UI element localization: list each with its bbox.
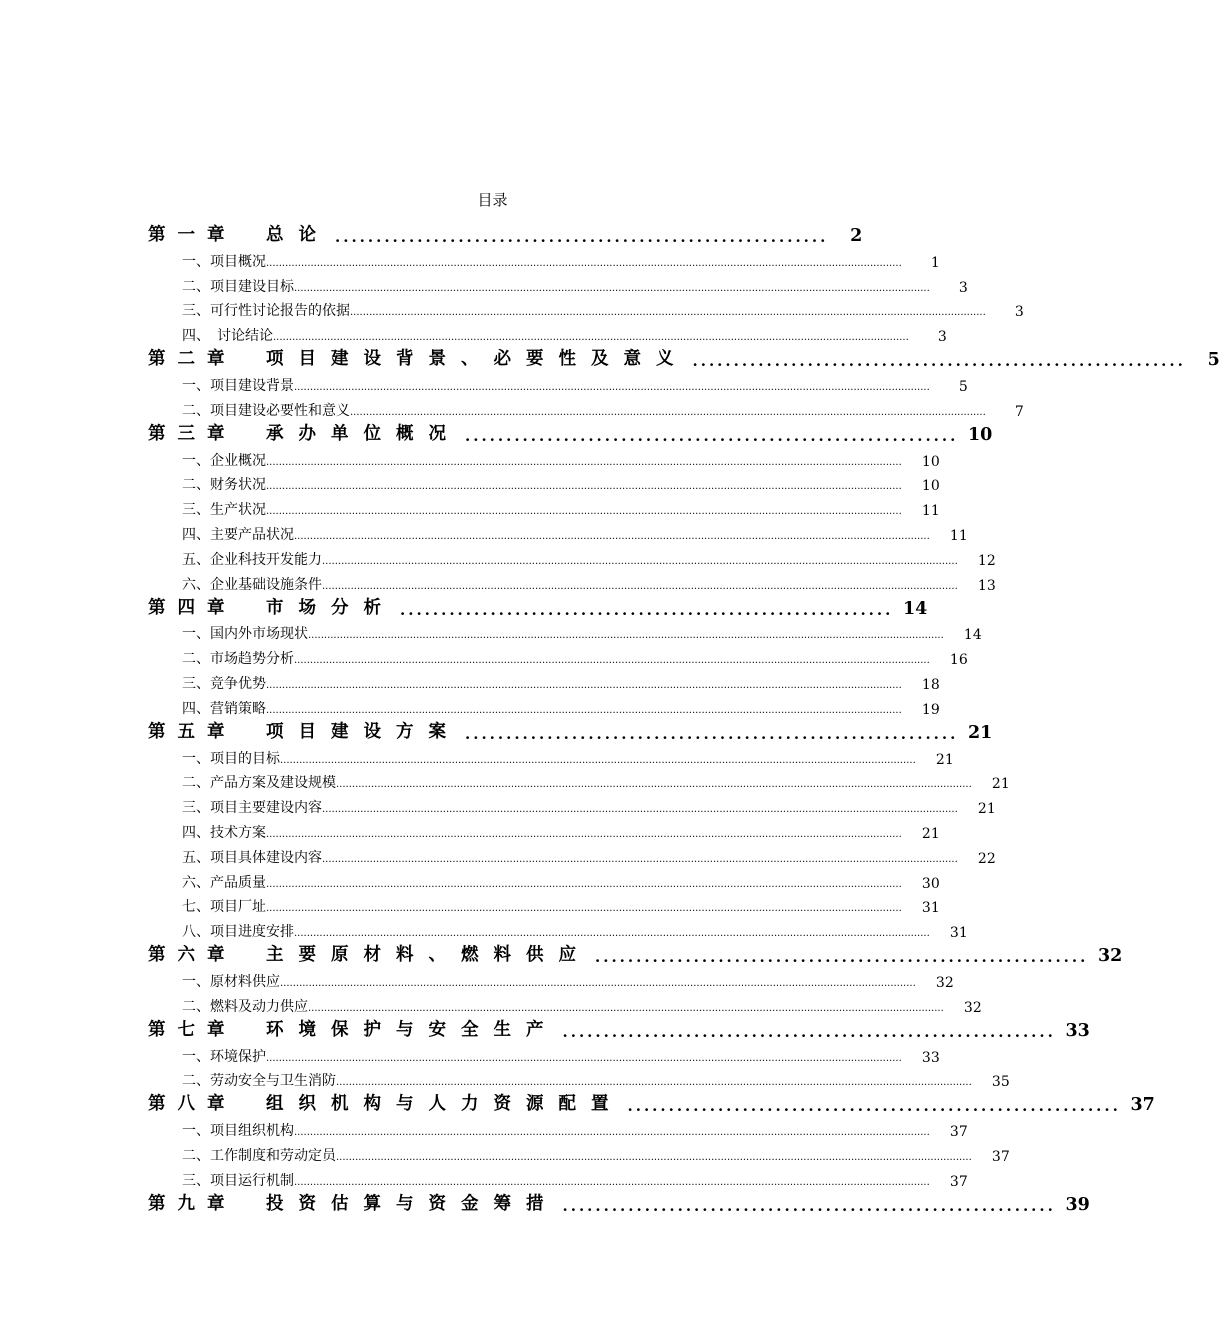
- dot-leader: ........................................................................................................................................................................................................: [336, 1151, 972, 1163]
- page-number: 10: [921, 478, 940, 495]
- toc-chapter-entry[interactable]: [148, 221, 863, 246]
- chapter-number: 第九章: [148, 1193, 237, 1214]
- dot-leader: ........................................................................................................................................................................................................: [266, 828, 902, 840]
- toc-section-entry[interactable]: [148, 619, 982, 644]
- chapter-number: 第六章: [148, 945, 237, 966]
- section-title: 二、项目建设目标: [182, 278, 294, 295]
- dot-leader: ............................................................: [627, 1097, 1121, 1116]
- toc-section-entry[interactable]: [148, 370, 968, 395]
- toc-chapter-entry[interactable]: [148, 1090, 1155, 1116]
- section-title: 二、产品方案及建设规模: [182, 775, 336, 792]
- chapter-number: 第二章: [148, 349, 237, 370]
- dot-leader: ........................................................................................................................................................................................................: [308, 1002, 944, 1014]
- dot-leader: ........................................................................................................................................................................................................: [308, 630, 944, 642]
- section-title: 三、项目运行机制: [182, 1172, 294, 1189]
- page-number: 30: [921, 875, 940, 892]
- chapter-title: 主要原材料、燃料供应: [266, 945, 591, 966]
- page-number: 2: [850, 226, 863, 246]
- dot-leader: ........................................................................................................................................................................................................: [266, 1052, 902, 1064]
- chapter-number: 第五章: [148, 721, 237, 742]
- section-title: 二、燃料及动力供应: [182, 998, 308, 1015]
- section-title: 一、原材料供应: [182, 973, 280, 990]
- dot-leader: ........................................................................................................................................................................................................: [336, 1077, 972, 1089]
- dot-leader: ........................................................................................................................................................................................................: [273, 332, 909, 344]
- toc-chapter-entry[interactable]: [148, 718, 993, 743]
- page-number: 14: [902, 598, 928, 619]
- dot-leader: ........................................................................................................................................................................................................: [350, 406, 986, 418]
- toc-title: 目录: [477, 191, 508, 209]
- toc-section-entry[interactable]: [148, 1115, 968, 1141]
- chapter-number: 第一章: [148, 225, 237, 245]
- page-number: 35: [991, 1074, 1010, 1091]
- chapter-number: 第七章: [148, 1019, 237, 1040]
- toc-section-entry[interactable]: [148, 569, 996, 594]
- page-number: 11: [921, 503, 940, 520]
- toc-section-entry[interactable]: [148, 544, 996, 569]
- dot-leader: ........................................................................................................................................................................................................: [266, 257, 902, 269]
- dot-leader: ............................................................: [465, 724, 959, 743]
- page-number: 3: [937, 329, 947, 346]
- section-title: 七、项目厂址: [182, 899, 266, 916]
- chapter-title: 承办单位概况: [266, 423, 461, 444]
- page-number: 10: [921, 453, 940, 470]
- dot-leader: ........................................................................................................................................................................................................: [294, 1127, 930, 1139]
- page-number: 21: [967, 722, 993, 743]
- section-title: 一、环境保护: [182, 1048, 266, 1065]
- dot-leader: ........................................................................................................................................................................................................: [266, 456, 902, 468]
- toc-chapter-entry[interactable]: [148, 594, 928, 619]
- section-title: 三、竞争优势: [182, 675, 266, 692]
- section-title: 五、项目具体建设内容: [182, 849, 322, 866]
- toc-section-entry[interactable]: [148, 470, 940, 495]
- page-number: 7: [1014, 403, 1024, 420]
- toc-section-entry[interactable]: [148, 1041, 940, 1066]
- page-number: 31: [921, 900, 940, 917]
- dot-leader: ........................................................................................................................................................................................................: [294, 282, 930, 294]
- page-number: 5: [958, 378, 968, 395]
- page-number: 3: [1014, 304, 1024, 321]
- section-title: 一、项目的目标: [182, 750, 280, 767]
- dot-leader: ........................................................................................................................................................................................................: [294, 928, 930, 940]
- page-number: 21: [991, 776, 1010, 793]
- section-title: 二、工作制度和劳动定员: [182, 1147, 336, 1164]
- section-title: 五、企业科技开发能力: [182, 551, 322, 568]
- section-title: 三、项目主要建设内容: [182, 800, 322, 817]
- page-number: 21: [921, 825, 940, 842]
- section-title: 一、国内外市场现状: [182, 626, 308, 643]
- page-number: 14: [963, 627, 982, 644]
- page-number: 37: [949, 1173, 968, 1190]
- page-number: 3: [958, 279, 968, 296]
- section-title: 四、营销策略: [182, 700, 266, 717]
- toc-section-entry[interactable]: [148, 966, 954, 991]
- toc-section-entry[interactable]: [148, 1066, 1010, 1091]
- toc-section-entry[interactable]: [148, 271, 968, 296]
- page-number: 21: [977, 801, 996, 818]
- page-number: 39: [1065, 1194, 1090, 1215]
- toc-section-entry[interactable]: [148, 395, 1024, 420]
- section-title: 一、项目概况: [182, 253, 266, 270]
- toc-section-entry[interactable]: [148, 817, 940, 842]
- toc-section-entry[interactable]: [148, 1140, 1010, 1165]
- dot-leader: ............................................................: [595, 948, 1089, 967]
- section-title: 四、主要产品状况: [182, 526, 294, 543]
- page-number: 1: [930, 254, 940, 271]
- dot-leader: ............................................................: [335, 228, 829, 246]
- toc-section-entry[interactable]: [148, 643, 968, 669]
- toc-section-entry[interactable]: [148, 494, 940, 520]
- page-number: 33: [1065, 1020, 1090, 1041]
- chapter-title: 环境保护与安全生产: [266, 1019, 559, 1040]
- page-number: 32: [1097, 946, 1123, 967]
- dot-leader: ........................................................................................................................................................................................................: [266, 679, 902, 691]
- chapter-title: 项目建设背景、必要性及意义: [266, 349, 689, 370]
- chapter-number: 第四章: [148, 597, 237, 618]
- section-title: 一、项目组织机构: [182, 1123, 294, 1140]
- toc-section-entry[interactable]: [148, 916, 968, 942]
- chapter-title: 市场分析: [266, 597, 396, 618]
- dot-leader: ............................................................: [562, 1196, 1056, 1215]
- toc-section-entry[interactable]: [148, 668, 940, 693]
- page-number: 37: [991, 1148, 1010, 1165]
- chapter-title: 投资估算与资金筹措: [266, 1193, 559, 1214]
- section-title: 一、企业概况: [182, 452, 266, 469]
- dot-leader: ........................................................................................................................................................................................................: [266, 704, 902, 716]
- toc-section-entry[interactable]: [148, 842, 996, 867]
- section-title: 一、项目建设背景: [182, 377, 294, 394]
- toc-section-entry[interactable]: [148, 768, 1010, 793]
- dot-leader: ........................................................................................................................................................................................................: [350, 307, 986, 319]
- page-number: 37: [1130, 1095, 1155, 1116]
- dot-leader: ............................................................: [692, 352, 1186, 371]
- section-title: 四、技术方案: [182, 824, 266, 841]
- section-title: 二、劳动安全与卫生消防: [182, 1073, 336, 1090]
- toc-chapter-entry[interactable]: [148, 941, 1123, 967]
- page-number: 21: [935, 751, 954, 768]
- section-title: 二、市场趋势分析: [182, 651, 294, 668]
- dot-leader: ........................................................................................................................................................................................................: [322, 804, 958, 816]
- dot-leader: ............................................................: [465, 426, 959, 445]
- page-number: 11: [949, 527, 968, 544]
- page-number: 5: [1207, 350, 1220, 371]
- dot-leader: ........................................................................................................................................................................................................: [294, 381, 930, 393]
- page-number: 37: [949, 1124, 968, 1141]
- dot-leader: ........................................................................................................................................................................................................: [322, 555, 958, 567]
- section-title: 二、项目建设必要性和意义: [182, 402, 350, 419]
- section-title: 六、企业基础设施条件: [182, 576, 322, 593]
- dot-leader: ........................................................................................................................................................................................................: [294, 1176, 930, 1188]
- dot-leader: ........................................................................................................................................................................................................: [266, 903, 902, 915]
- toc-section-entry[interactable]: [148, 445, 940, 470]
- dot-leader: ........................................................................................................................................................................................................: [280, 977, 916, 989]
- toc-section-entry[interactable]: [148, 892, 940, 917]
- page-number: 16: [949, 652, 968, 669]
- section-title: 四、 讨论结论: [182, 328, 273, 345]
- dot-leader: ........................................................................................................................................................................................................: [336, 779, 972, 791]
- toc-chapter-entry[interactable]: [148, 420, 993, 445]
- page-number: 13: [977, 577, 996, 594]
- chapter-number: 第八章: [148, 1094, 237, 1115]
- dot-leader: ........................................................................................................................................................................................................: [266, 878, 902, 890]
- chapter-title: 总论: [266, 225, 331, 245]
- dot-leader: ........................................................................................................................................................................................................: [266, 481, 902, 493]
- page-number: 31: [949, 925, 968, 942]
- toc-section-entry[interactable]: [148, 792, 996, 818]
- dot-leader: ............................................................: [400, 600, 894, 619]
- page-number: 32: [935, 974, 954, 991]
- section-title: 二、财务状况: [182, 477, 266, 494]
- toc-section-entry[interactable]: [148, 743, 954, 768]
- toc-section-entry[interactable]: [148, 296, 1024, 321]
- toc-chapter-entry[interactable]: [148, 345, 1220, 371]
- section-title: 六、产品质量: [182, 874, 266, 891]
- dot-leader: ........................................................................................................................................................................................................: [280, 754, 916, 766]
- toc-chapter-entry[interactable]: [148, 1190, 1090, 1215]
- dot-leader: ........................................................................................................................................................................................................: [266, 506, 902, 518]
- page-number: 10: [967, 424, 993, 445]
- dot-leader: ........................................................................................................................................................................................................: [322, 580, 958, 592]
- dot-leader: ............................................................: [562, 1022, 1056, 1041]
- table-of-contents: [148, 221, 1220, 1215]
- section-title: 八、项目进度安排: [182, 924, 294, 941]
- page-number: 33: [921, 1049, 940, 1066]
- toc-section-entry[interactable]: [148, 1165, 968, 1190]
- toc-section-entry[interactable]: [148, 693, 940, 718]
- toc-section-entry[interactable]: [148, 246, 940, 271]
- section-title: 三、可行性讨论报告的依据: [182, 303, 350, 320]
- toc-section-entry[interactable]: [148, 519, 968, 544]
- chapter-title: 项目建设方案: [266, 721, 461, 742]
- page-number: 18: [921, 676, 940, 693]
- page-number: 12: [977, 552, 996, 569]
- dot-leader: ........................................................................................................................................................................................................: [294, 530, 930, 542]
- toc-chapter-entry[interactable]: [148, 1016, 1090, 1041]
- page-number: 22: [977, 850, 996, 867]
- toc-section-entry[interactable]: [148, 320, 947, 346]
- dot-leader: ........................................................................................................................................................................................................: [322, 853, 958, 865]
- page-number: 19: [921, 701, 940, 718]
- chapter-title: 组织机构与人力资源配置: [266, 1094, 624, 1115]
- section-title: 三、生产状况: [182, 502, 266, 519]
- chapter-number: 第三章: [148, 423, 237, 444]
- toc-section-entry[interactable]: [148, 991, 982, 1016]
- page-number: 32: [963, 999, 982, 1016]
- toc-section-entry[interactable]: [148, 867, 940, 892]
- dot-leader: ........................................................................................................................................................................................................: [294, 655, 930, 667]
